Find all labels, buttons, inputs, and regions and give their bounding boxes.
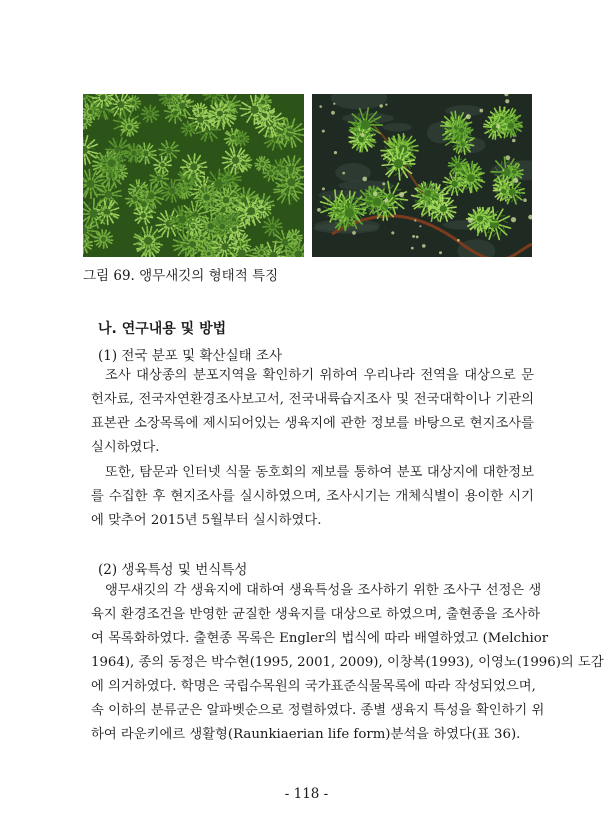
para1-line-3: 표본관 소장목록에 제시되어있는 생육지에 관한 정보를 바탕으로 현지조사를 (91, 416, 534, 431)
para3-line-5: 에 의거하였다. 학명은 국립수목원의 국가표준식물목록에 따라 작성되었으며, (91, 679, 536, 694)
parrot-feather-water-image (312, 94, 532, 257)
parrot-feather-colony-image (83, 94, 304, 257)
para3-line-2: 육지 환경조건을 반영한 균질한 생육지를 대상으로 하였으며, 출현종을 조사하 (91, 607, 541, 622)
figure-photo-left (83, 94, 304, 257)
para1-line-4: 실시하였다. (91, 440, 160, 455)
para3-line-6: 속 이하의 분류군은 알파벳순으로 정렬하였다. 종별 생육지 특성을 확인하기 위 (91, 703, 545, 718)
figure-photo-right (312, 94, 532, 257)
para3-line-7: 하여 라운키에르 생활형(Raunkiaerian life form)분석을 하였다(표 36). (91, 727, 521, 742)
para3-line-4: 1964), 종의 동정은 박수현(1995, 2001, 2009), 이창복(1993), 이영노(1996)의 도감 (91, 655, 604, 670)
para3-line-3: 여 목록화하였다. 출현종 목록은 Engler의 법식에 따라 배열하였고 (Melchior (91, 631, 549, 646)
para2-line-1: 또한, 탐문과 인터넷 식물 동호회의 제보를 통하여 분포 대상지에 대한정보 (105, 465, 534, 480)
subsection-1-title: (1) 전국 분포 및 확산실태 조사 (98, 348, 283, 364)
figure-caption: 그림 69. 앵무새깃의 형태적 특징 (83, 268, 279, 284)
page-number: - 118 - (284, 786, 329, 802)
para2-line-3: 에 맞추어 2015년 5월부터 실시하였다. (91, 513, 322, 528)
para1-line-1: 조사 대상종의 분포지역을 확인하기 위하여 우리나라 전역을 대상으로 문 (105, 368, 534, 383)
para1-line-2: 헌자료, 전국자연환경조사보고서, 전국내륙습지조사 및 전국대학이나 기관의 (91, 392, 534, 407)
para3-line-1: 앵무새깃의 각 생육지에 대하여 생육특성을 조사하기 위한 조사구 선정은 생 (105, 583, 542, 598)
subsection-2-title: (2) 생육특성 및 번식특성 (98, 562, 248, 578)
section-heading: 나. 연구내용 및 방법 (98, 321, 227, 337)
para2-line-2: 를 수집한 후 현지조사를 실시하였으며, 조사시기는 개체식별이 용이한 시기 (91, 489, 534, 504)
